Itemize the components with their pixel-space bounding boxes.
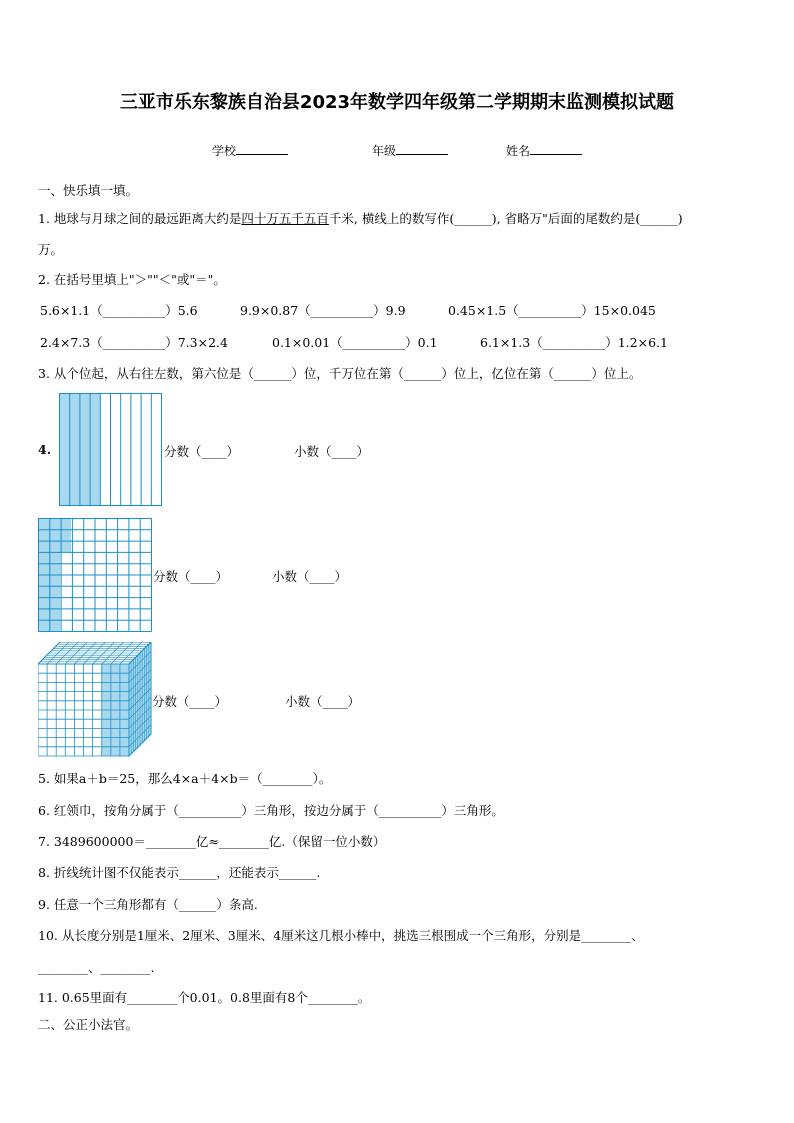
fig3-fraction-label: 分数（____）	[152, 694, 228, 709]
fig2-fraction-label: 分数（____）	[153, 569, 229, 584]
fig3-decimal-label: 小数（____）	[285, 694, 361, 709]
q2-item-4: 2.4×7.3（__________）7.3×2.4	[40, 335, 228, 350]
q2-item-6: 6.1×1.3（__________）1.2×6.1	[480, 335, 668, 350]
question-3: 3. 从个位起，从右往左数，第六位是（______）位，千万位在第（______）位上，亿位在第（______）位上。	[38, 366, 642, 381]
q1-prefix: 1. 地球与月球之间的最远距离大约是	[38, 211, 242, 226]
hundredths-shaded-cells	[60, 518, 71, 552]
school-label: 学校	[212, 144, 237, 158]
question-9: 9. 任意一个三角形都有（______）条高.	[38, 897, 258, 912]
question-1-wrap: 万。	[38, 242, 64, 257]
name-label: 姓名	[506, 144, 531, 158]
hundredths-figure	[38, 518, 153, 633]
question-11: 11. 0.65里面有________个0.01。0.8里面有8个________。	[38, 990, 371, 1005]
q2-item-1: 5.6×1.1（__________）5.6	[40, 303, 198, 318]
question-8: 8. 折线统计图不仅能表示______，还能表示______.	[38, 865, 321, 880]
q1-suffix: 千米, 横线上的数写作(______), 省略万"后面的尾数约是(______)	[328, 211, 683, 226]
question-5: 5. 如果a＋b＝25，那么4×a＋4×b＝（________）。	[38, 771, 332, 786]
page-title: 三亚市乐东黎族自治县2023年数学四年级第二学期期末监测模拟试题	[119, 92, 675, 113]
q2-item-3: 0.45×1.5（__________）15×0.045	[448, 303, 656, 318]
q1-underlined: 四十万五千五百	[241, 211, 329, 226]
fig2-decimal-label: 小数（____）	[272, 569, 348, 584]
thousandths-cube-figure	[38, 642, 153, 757]
name-blank[interactable]	[530, 142, 582, 155]
school-blank[interactable]	[236, 142, 288, 155]
name-field	[506, 142, 582, 159]
grade-blank[interactable]	[396, 142, 448, 155]
question-10: 10. 从长度分别是1厘米、2厘米、3厘米、4厘米这几根小棒中，挑选三根围成一个三角形，分别是________、	[38, 928, 644, 943]
school-field	[212, 142, 288, 159]
q2-item-5: 0.1×0.01（__________）0.1	[272, 335, 438, 350]
question-4-number: 4.	[38, 442, 52, 457]
fig1-decimal-label: 小数（____）	[294, 444, 370, 459]
section-2-heading: 二、公正小法官。	[38, 1017, 139, 1032]
question-2: 2. 在括号里填上"＞""＜"或"＝"。	[38, 272, 226, 287]
grade-field	[372, 142, 448, 159]
question-7: 7. 3489600000＝________亿≈________亿.（保留一位小数）	[38, 834, 386, 849]
section-1-heading: 一、快乐填一填。	[38, 183, 139, 198]
fig1-fraction-label: 分数（____）	[164, 444, 240, 459]
question-1	[38, 209, 683, 227]
tenths-figure	[59, 393, 163, 507]
question-6: 6. 红领巾，按角分属于（__________）三角形，按边分属于（__________）三角形。	[38, 803, 504, 818]
grade-label: 年级	[372, 144, 397, 158]
q2-item-2: 9.9×0.87（__________）9.9	[240, 303, 406, 318]
question-10-wrap: ________、________.	[38, 960, 155, 975]
